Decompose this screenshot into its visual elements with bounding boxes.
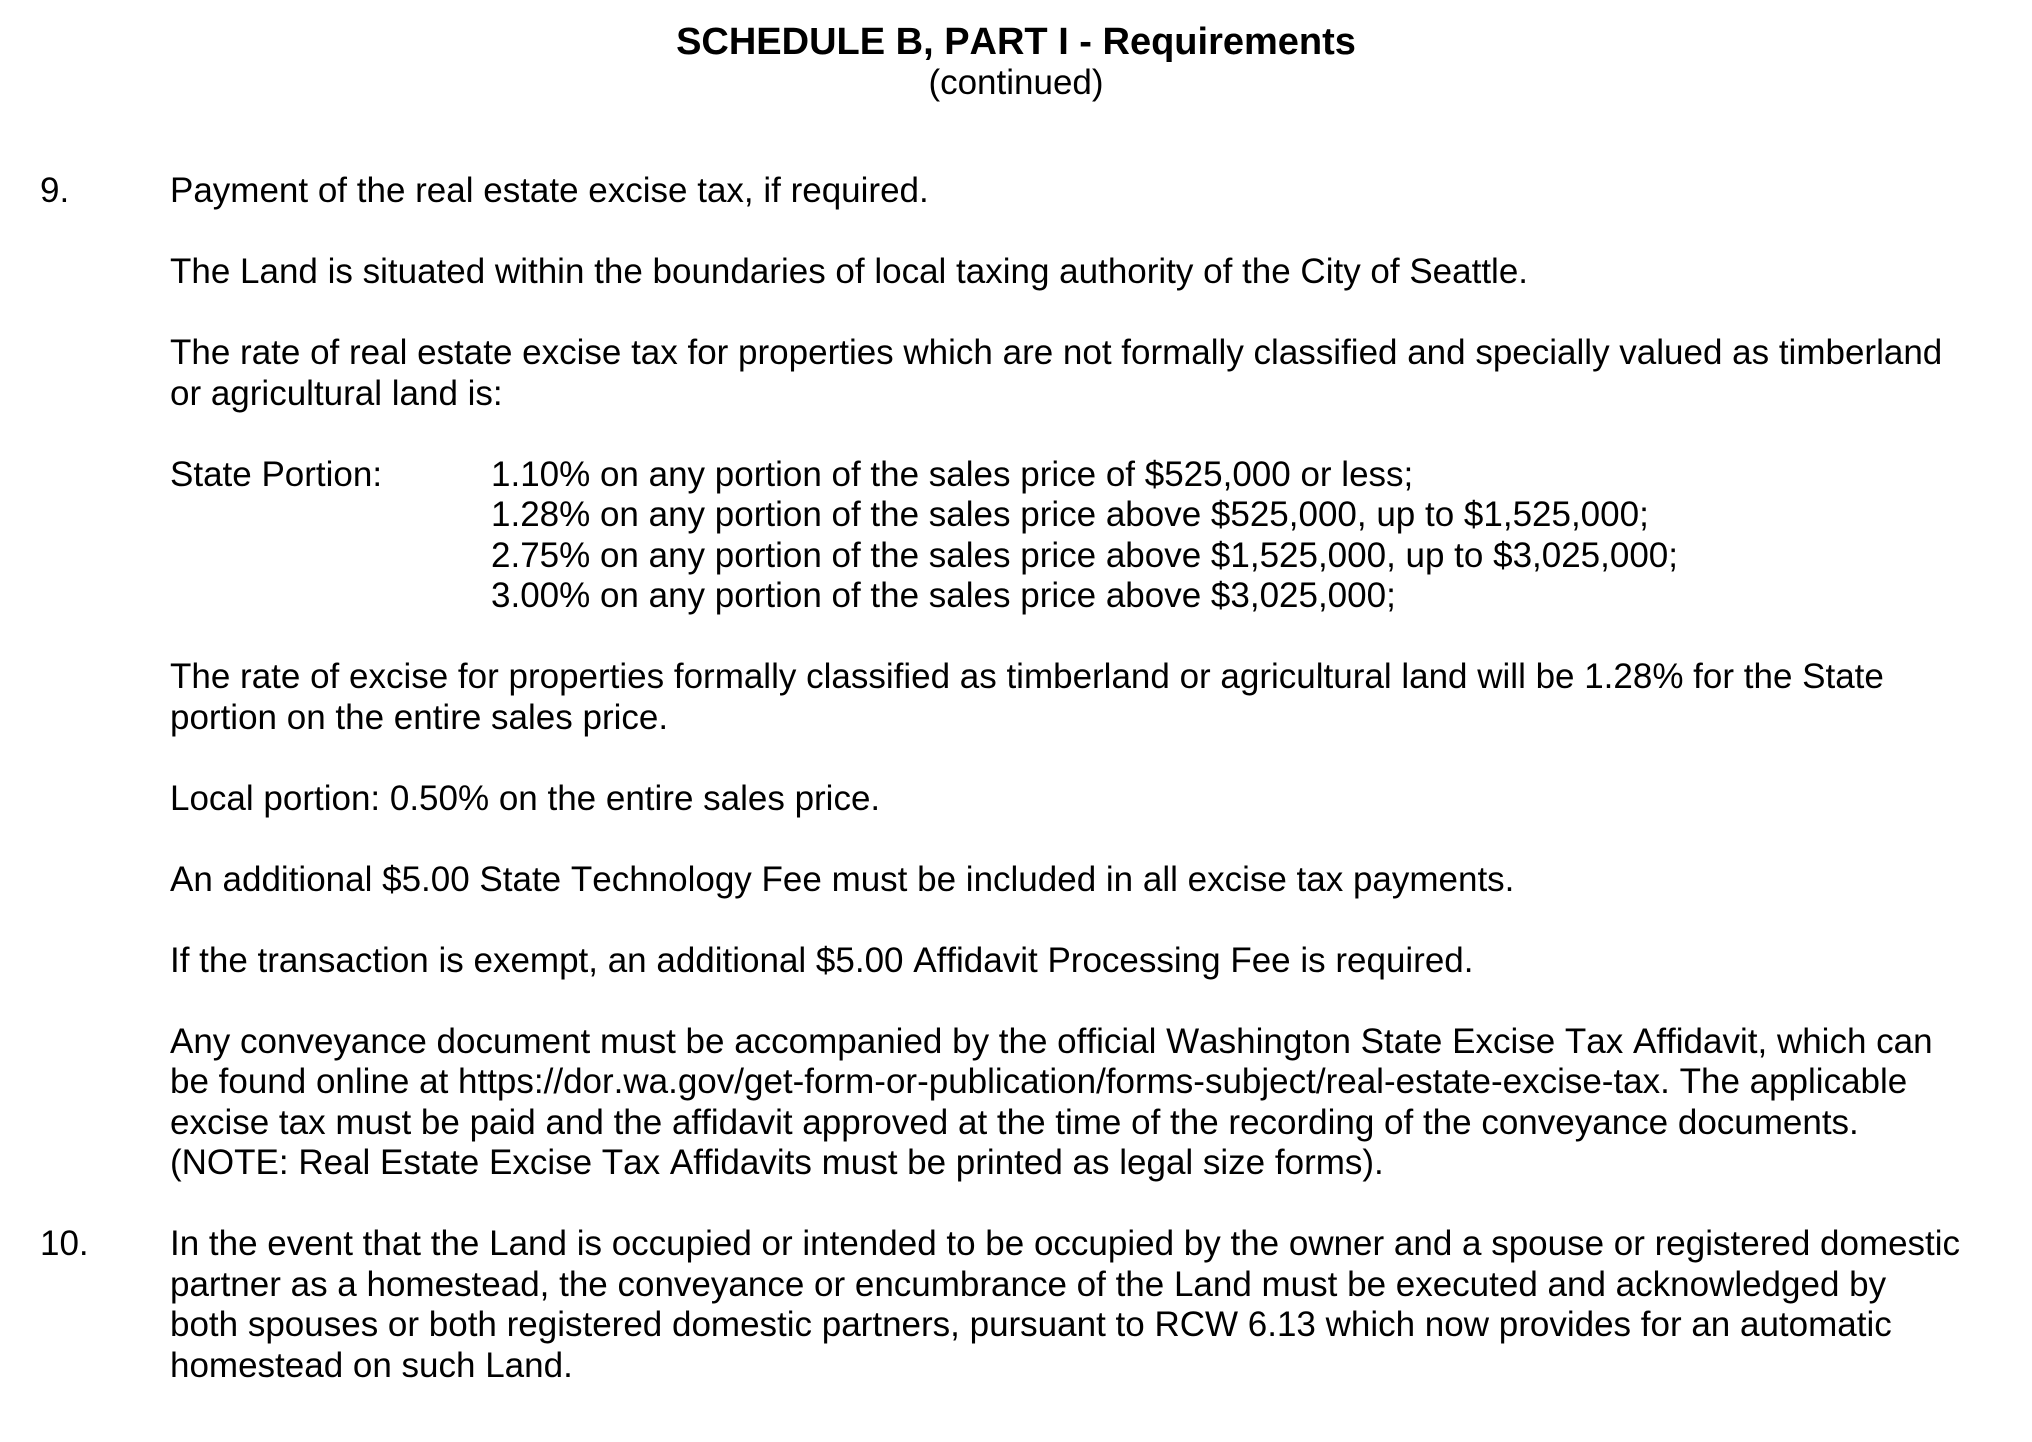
rate-line-3: 2.75% on any portion of the sales price above $1,525,000, up to $3,025,000;: [491, 535, 1678, 575]
item-9-paragraph-conveyance-affidavit: Any conveyance document must be accompanied by the official Washington State Excise Tax Affidavit, which can be found online at https://dor.wa.gov/get-form-or-publication/forms-subject/real-estate-excise-tax. The applicable excise tax must be paid and the affidavit approved at the time of the recording of the conveyance documents. (NOTE: Real Estate Excise Tax Affidavits must be printed as legal size forms).: [170, 1021, 1933, 1182]
rate-line-1: 1.10% on any portion of the sales price of $525,000 or less;: [491, 454, 1414, 494]
state-portion-rate-lines: [491, 455, 1962, 617]
item-9-paragraph-technology-fee: An additional $5.00 State Technology Fee must be included in all excise tax payments.: [170, 859, 1515, 899]
requirement-item-9: [0, 171, 2032, 1184]
item-9-paragraph-local-portion: Local portion: 0.50% on the entire sales price.: [170, 778, 881, 818]
item-9-paragraph-taxing-authority: The Land is situated within the boundaries of local taxing authority of the City of Seattle.: [170, 252, 1529, 291]
item-10-body: [170, 1224, 1962, 1386]
item-9-paragraph-affidavit-fee: If the transaction is exempt, an additional $5.00 Affidavit Processing Fee is required.: [170, 940, 1474, 980]
requirement-item-10: [0, 1224, 2032, 1386]
item-9-paragraph-payment: Payment of the real estate excise tax, if required.: [170, 171, 929, 210]
page-subtitle: (continued): [928, 62, 1104, 102]
page-title: SCHEDULE B, PART I - Requirements: [676, 21, 1356, 63]
state-portion-rate-table: [170, 455, 1962, 617]
item-10-paragraph-homestead: In the event that the Land is occupied or intended to be occupied by the owner and a spouse or registered domestic partner as a homestead, the conveyance or encumbrance of the Land must be executed and acknowledged by both spouses or both registered domestic partners, pursuant to RCW 6.13 which now provides for an automatic homestead on such Land.: [170, 1224, 1961, 1385]
item-9-body: [170, 171, 1962, 1184]
rate-line-2: 1.28% on any portion of the sales price above $525,000, up to $1,525,000;: [491, 495, 1649, 534]
state-portion-label: State Portion:: [170, 454, 383, 494]
rate-line-4: 3.00% on any portion of the sales price above $3,025,000;: [491, 576, 1396, 615]
item-10-number: 10.: [40, 1224, 89, 1263]
item-9-paragraph-rate-intro: The rate of real estate excise tax for properties which are not formally classified and specially valued as timberland or agricultural land is:: [170, 333, 1943, 413]
item-9-paragraph-timberland-rate: The rate of excise for properties formally classified as timberland or agricultural land will be 1.28% for the State portion on the entire sales price.: [170, 657, 1884, 737]
item-9-number: 9.: [40, 171, 70, 210]
